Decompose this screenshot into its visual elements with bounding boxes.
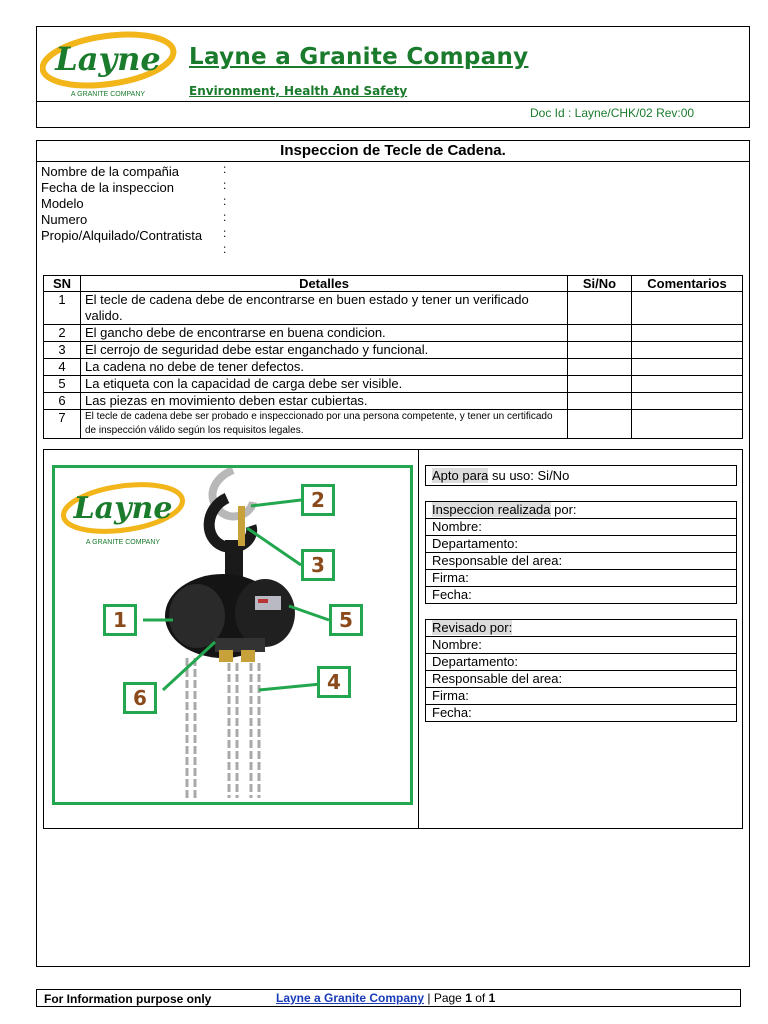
row-comment-cell[interactable] [632,376,743,393]
form-title: Inspeccion de Tecle de Cadena. [36,140,750,162]
footer-page-number: 1 [465,991,472,1005]
field-number-label: Numero [41,212,88,227]
row-detail: La cadena no debe de tener defectos. [81,359,568,376]
row-detail: Las piezas en movimiento deben estar cubiertas. [81,393,568,410]
footer-page-total: 1 [488,991,496,1005]
row-detail: El tecle de cadena debe ser probado e inspeccionado por una persona competente, y tener un certificado de inspección válido según los requisitos legales. [81,410,568,439]
row-comment-cell[interactable] [632,292,743,325]
row-sn: 5 [44,376,81,393]
table-row [44,292,743,325]
header-divider [36,101,750,102]
inspected-by-title [426,502,737,519]
row-sino-cell[interactable] [568,359,632,376]
logo-subtext: A GRANITE COMPANY [85,539,161,546]
inspected-area-manager-field[interactable]: Responsable del area: [426,553,737,570]
reviewed-by-panel [425,619,737,722]
fitness-panel [425,465,737,486]
inspected-by-panel [425,501,737,604]
footer-disclaimer: For Information purpose only [44,992,212,1006]
layne-logo [40,30,180,100]
logo-wordmark: Layne [73,491,173,526]
department-subtitle: Environment, Health And Safety [189,84,408,98]
table-row [44,342,743,359]
row-sino-cell[interactable] [568,292,632,325]
table-row [44,410,743,439]
callout-3: 3 [301,549,335,581]
row-sn: 3 [44,342,81,359]
field-model-label: Modelo [41,196,84,211]
document-id: Doc Id : Layne/CHK/02 Rev:00 [530,106,695,120]
callout-2: 2 [301,484,335,516]
row-comment-cell[interactable] [632,393,743,410]
col-header-details: Detalles [81,276,568,292]
row-comment-cell[interactable] [632,325,743,342]
row-sino-cell[interactable] [568,325,632,342]
table-row [44,325,743,342]
inspected-signature-field[interactable]: Firma: [426,570,737,587]
chain-hoist-diagram [52,465,413,805]
row-sn: 7 [44,410,81,439]
field-colons: : : : : : : [223,162,227,256]
field-company-name-label: Nombre de la compañia [41,164,180,179]
fit-label-highlight: Apto para [432,468,489,483]
row-detail: El cerrojo de seguridad debe estar enganchado y funcional. [81,342,568,359]
table-row [44,393,743,410]
fit-for-use-field[interactable] [426,466,737,486]
reviewed-by-title [426,620,737,637]
inspected-title-highlight: Inspeccion realizada [432,502,551,517]
callout-4: 4 [317,666,351,698]
callout-1: 1 [103,604,137,636]
row-sn: 4 [44,359,81,376]
row-comment-cell[interactable] [632,359,743,376]
row-sn: 2 [44,325,81,342]
row-detail: El tecle de cadena debe de encontrarse en buen estado y tener un verificado valido. [81,292,568,325]
footer-company-link[interactable]: Layne a Granite Company [276,991,425,1005]
row-sn: 6 [44,393,81,410]
row-sino-cell[interactable] [568,342,632,359]
reviewed-name-field[interactable]: Nombre: [426,637,737,654]
table-row [44,376,743,393]
callout-5: 5 [329,604,363,636]
table-row [44,359,743,376]
footer-page-prefix: | Page [424,991,466,1005]
reviewed-area-manager-field[interactable]: Responsable del area: [426,671,737,688]
company-title: Layne a Granite Company [189,44,529,70]
logo-wordmark: Layne [55,40,161,78]
field-ownership-label: Propio/Alquilado/Contratista [41,228,203,243]
row-detail: La etiqueta con la capacidad de carga debe ser visible. [81,376,568,393]
row-sino-cell[interactable] [568,410,632,439]
callout-6: 6 [123,682,157,714]
footer-page-info [276,991,495,1005]
reviewed-title-highlight: Revisado por: [432,620,513,635]
inspected-name-field[interactable]: Nombre: [426,519,737,536]
row-comment-cell[interactable] [632,410,743,439]
row-detail: El gancho debe de encontrarse en buena condicion. [81,325,568,342]
row-comment-cell[interactable] [632,342,743,359]
footer-page-of: of [471,991,489,1005]
inspected-title-rest: por: [550,502,577,517]
logo-subtext: A GRANITE COMPANY [70,91,146,98]
row-sino-cell[interactable] [568,393,632,410]
reviewed-signature-field[interactable]: Firma: [426,688,737,705]
checklist-table [43,275,743,439]
inspected-department-field[interactable]: Departamento: [426,536,737,553]
reviewed-date-field[interactable]: Fecha: [426,705,737,722]
col-header-sn: SN [44,276,81,292]
reviewed-department-field[interactable]: Departamento: [426,654,737,671]
lower-divider [418,449,419,829]
inspected-date-field[interactable]: Fecha: [426,587,737,604]
row-sino-cell[interactable] [568,376,632,393]
field-inspection-date-label: Fecha de la inspeccion [41,180,174,195]
fit-label-rest: su uso: Si/No [488,468,570,483]
row-sn: 1 [44,292,81,325]
col-header-comments: Comentarios [632,276,743,292]
col-header-sino: Si/No [568,276,632,292]
